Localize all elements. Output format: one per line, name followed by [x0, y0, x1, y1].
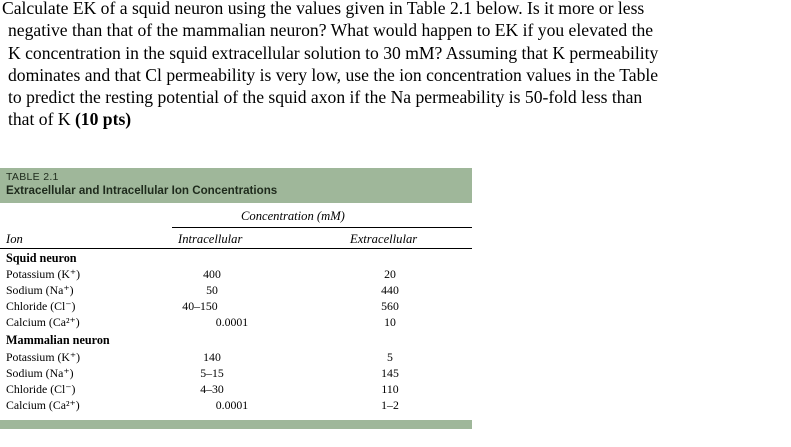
table-row [0, 398, 472, 414]
ion-name: Sodium (Na⁺) [6, 366, 74, 380]
extracellular-value: 5 [387, 350, 393, 364]
extracellular-value: 1–2 [381, 398, 399, 412]
table-row [0, 366, 472, 382]
extracellular-value: 10 [384, 315, 396, 329]
question-line: dominates and that Cl permeability is very low, use the ion concentration values in the Table [8, 64, 659, 85]
intracellular-value: 4–30 [200, 382, 224, 396]
group-heading-squid: Squid neuron [6, 251, 77, 265]
ion-name: Chloride (Cl⁻) [6, 382, 76, 396]
question-line-last [8, 108, 790, 130]
extracellular-value: 440 [381, 283, 399, 297]
ion-name: Potassium (K⁺) [6, 267, 81, 281]
intracellular-value: 400 [203, 267, 221, 281]
question-text [2, 0, 790, 131]
question-points: (10 pts) [74, 109, 132, 130]
ion-name: Calcium (Ca²⁺) [6, 315, 80, 329]
table-row [0, 382, 472, 398]
column-header-intracellular: Intracellular [178, 232, 243, 246]
ion-name: Calcium (Ca²⁺) [6, 398, 80, 412]
column-header-ion: Ion [6, 232, 23, 246]
table-footer-band [0, 420, 472, 429]
extracellular-value: 560 [381, 299, 399, 313]
table-header-band [0, 168, 472, 203]
intracellular-value: 140 [203, 350, 221, 364]
table-row [0, 350, 472, 366]
extracellular-value: 145 [381, 366, 399, 380]
table-row [0, 283, 472, 299]
ion-name: Sodium (Na⁺) [6, 283, 74, 297]
question-line: negative than that of the mammalian neuron? What would happen to EK if you elevated the [8, 20, 654, 41]
ion-name: Chloride (Cl⁻) [6, 299, 76, 313]
question-line: Calculate EK of a squid neuron using the values given in Table 2.1 below. Is it more or less [2, 0, 645, 18]
intracellular-value: 40–150 [182, 299, 218, 313]
concentration-header: Concentration (mM) [241, 209, 345, 223]
table-row [0, 299, 472, 315]
ion-name: Potassium (K⁺) [6, 350, 81, 364]
table-row [0, 267, 472, 283]
intracellular-value: 0.0001 [215, 315, 249, 329]
question-last-text: that of K [8, 109, 75, 130]
extracellular-value: 20 [384, 267, 396, 281]
table-number: TABLE 2.1 [6, 171, 59, 183]
intracellular-value: 50 [206, 283, 218, 297]
column-header-rule [0, 248, 472, 249]
group-heading-mammalian: Mammalian neuron [6, 333, 110, 347]
concentration-rule [172, 227, 472, 228]
intracellular-value: 5–15 [200, 366, 224, 380]
column-header-extracellular: Extracellular [350, 232, 418, 246]
table-caption: Extracellular and Intracellular Ion Concentrations [6, 184, 278, 197]
question-line: to predict the resting potential of the squid axon if the Na permeability is 50-fold less than [8, 87, 643, 108]
ion-concentration-table [0, 168, 472, 430]
intracellular-value: 0.0001 [215, 398, 249, 412]
question-line: K concentration in the squid extracellular solution to 30 mM? Assuming that K permeability [8, 42, 659, 63]
extracellular-value: 110 [381, 382, 399, 396]
table-row [0, 315, 472, 331]
